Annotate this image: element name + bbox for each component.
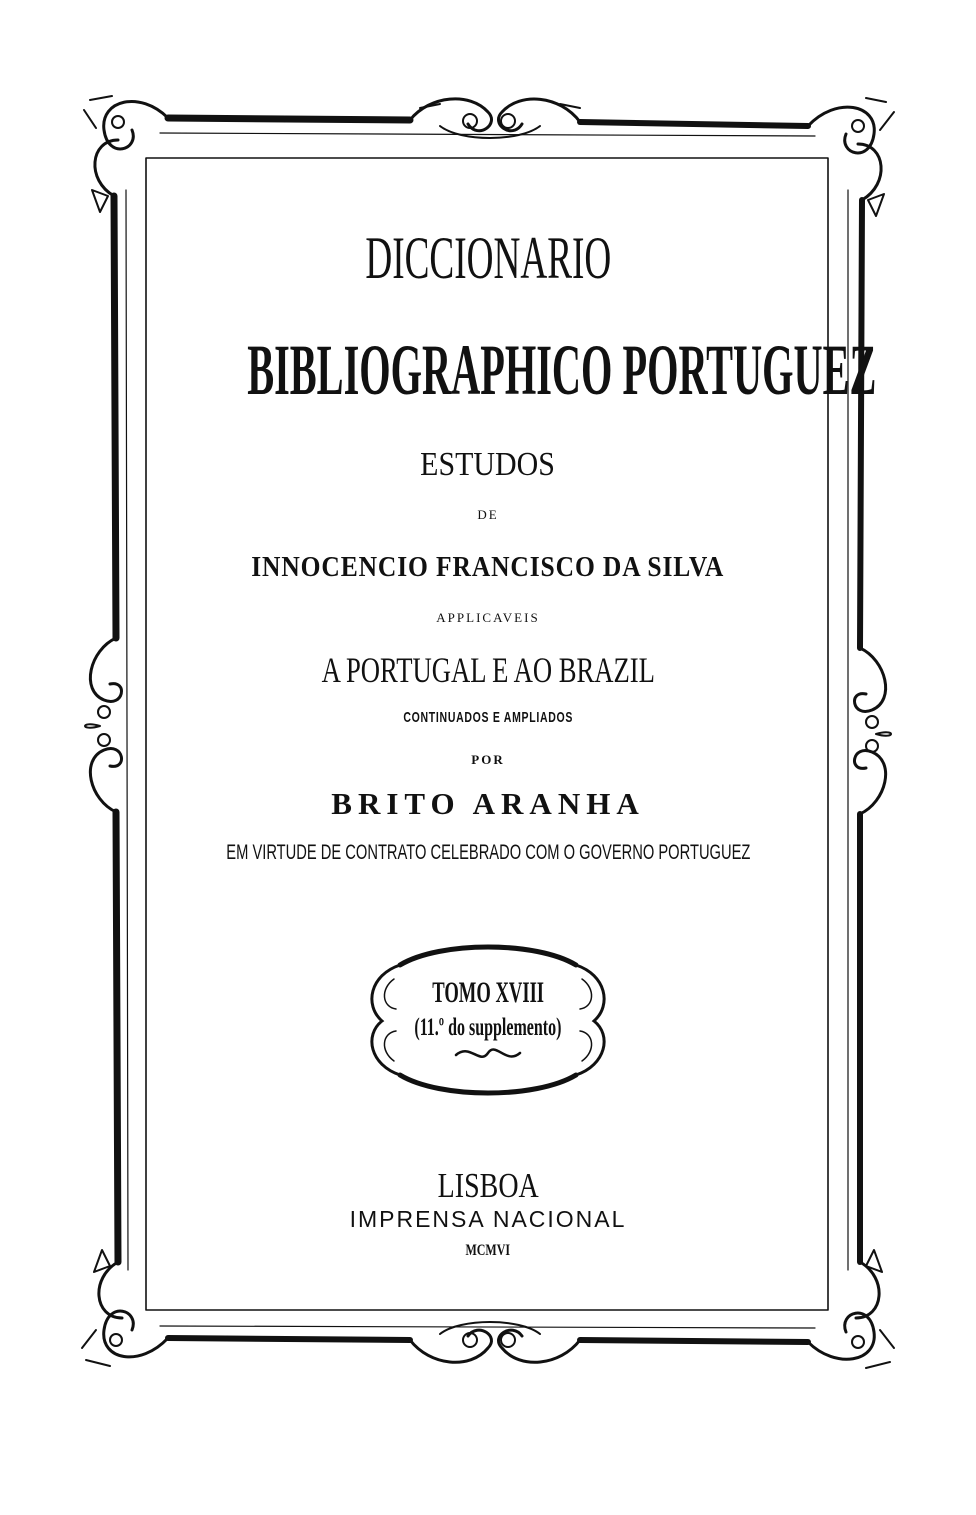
subtitle: ESTUDOS (420, 446, 556, 483)
connector-de: DE (477, 507, 499, 522)
imprint-city: LISBOA (437, 1166, 539, 1205)
title-line-2: BIBLIOGRAPHICO PORTUGUEZ (247, 330, 877, 410)
scope-line: A PORTUGAL E AO BRAZIL (321, 650, 655, 690)
imprint-year: MCMVI (465, 1242, 511, 1259)
continuator-name: BRITO ARANHA (331, 786, 645, 821)
applicaveis-label: APPLICAVEIS (436, 610, 540, 625)
contract-note: EM VIRTUDE DE CONTRATO CELEBRADO COM O GOVERNO PORTUGUEZ (225, 841, 751, 864)
connector-por: POR (471, 752, 505, 767)
volume-number: TOMO XVIII (432, 976, 544, 1009)
title-line-1: DICCIONARIO (365, 225, 611, 291)
volume-cartouche (360, 935, 616, 1105)
continuation-line: CONTINUADOS E AMPLIADOS (403, 709, 573, 726)
supplement-number: (11.º do supplemento) (414, 1014, 562, 1041)
author-name: INNOCENCIO FRANCISCO DA SILVA (251, 551, 725, 583)
imprint-publisher: IMPRENSA NACIONAL (349, 1206, 627, 1232)
